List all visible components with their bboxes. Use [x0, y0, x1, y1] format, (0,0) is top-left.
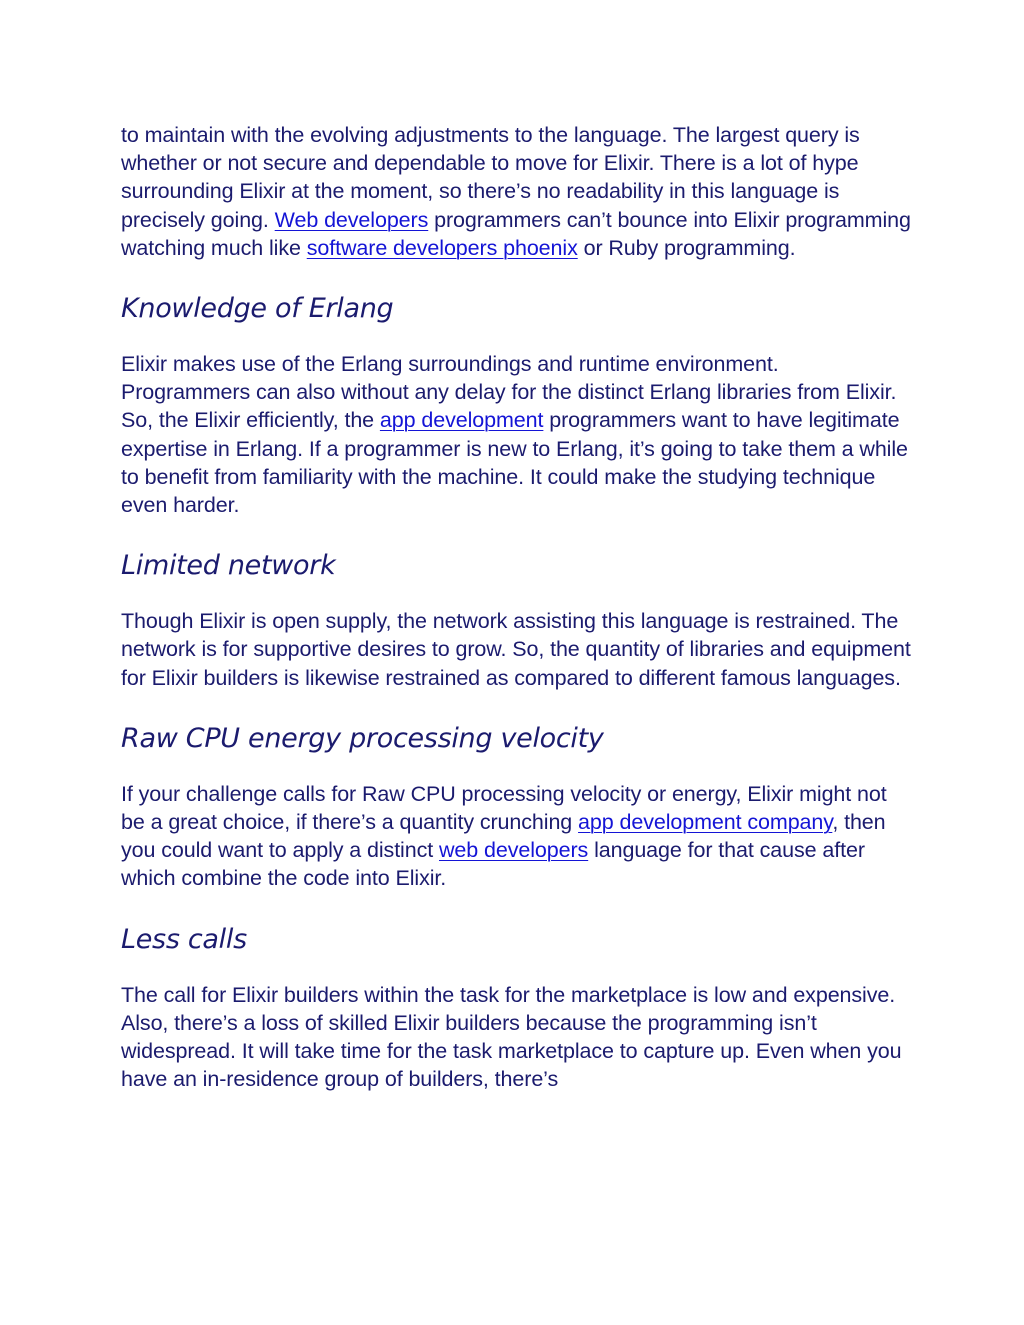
link-web-developers[interactable]: Web developers	[274, 207, 429, 232]
link-software-developers-phoenix[interactable]: software developers phoenix	[306, 235, 578, 260]
link-app-development-company[interactable]: app development company	[578, 810, 833, 835]
heading-limited-network: Limited network	[121, 550, 336, 582]
paragraph-cpu	[121, 780, 911, 893]
paragraph-erlang	[121, 350, 911, 519]
paragraph-text: language for that cause after which combine the code into Elixir.	[121, 838, 865, 891]
paragraph-network	[121, 607, 911, 692]
paragraph-text: , then you could want to apply a distinct	[121, 810, 886, 863]
document-page	[121, 121, 911, 1093]
paragraph-text: to maintain with the evolving adjustments to the language. The largest query is whether or not secure and dependable to move for Elixir. There is a lot of hype surrounding Elixir at the moment, so there’s no readability in this language is precisely going.	[121, 123, 860, 232]
link-web-developers-2[interactable]: web developers	[439, 838, 589, 863]
link-app-development[interactable]: app development	[379, 408, 544, 433]
paragraph-elixir-stability	[121, 121, 911, 262]
heading-less-calls: Less calls	[121, 923, 247, 955]
paragraph-text: Elixir makes use of the Erlang surroundings and runtime environment. Programmers can also without any delay for the distinct Erlang libraries from Elixir. So, the Elixir efficiently, the	[121, 352, 897, 433]
paragraph-text: If your challenge calls for Raw CPU processing velocity or energy, Elixir might not be a great choice, if there’s a quantity crunching	[121, 781, 887, 835]
heading-knowledge-of-erlang: Knowledge of Erlang	[121, 293, 394, 325]
paragraph-text: or Ruby programming.	[577, 235, 796, 260]
paragraph-text: The call for Elixir builders within the task for the marketplace is low and expensive. Also, there’s a loss of skilled Elixir builders because the programming isn’t widespread. It will take time for the task marketplace to capture up. Even when you have an in-residence group of builders, there’s	[121, 982, 902, 1092]
paragraph-demand	[121, 981, 911, 1094]
paragraph-text: programmers can’t bounce into Elixir programming watching much like	[121, 207, 911, 260]
paragraph-text: programmers want to have legitimate expertise in Erlang. If a programmer is new to Erlang, it’s going to take them a while to benefit from familiarity with the machine. It could make the studying technique even harder.	[121, 408, 908, 518]
heading-raw-cpu: Raw CPU energy processing velocity	[121, 722, 604, 754]
paragraph-text: Though Elixir is open supply, the network assisting this language is restrained. The network is for supportive desires to grow. So, the quantity of libraries and equipment for Elixir builders is likewise restrained as compared to different famous languages.	[121, 609, 911, 690]
